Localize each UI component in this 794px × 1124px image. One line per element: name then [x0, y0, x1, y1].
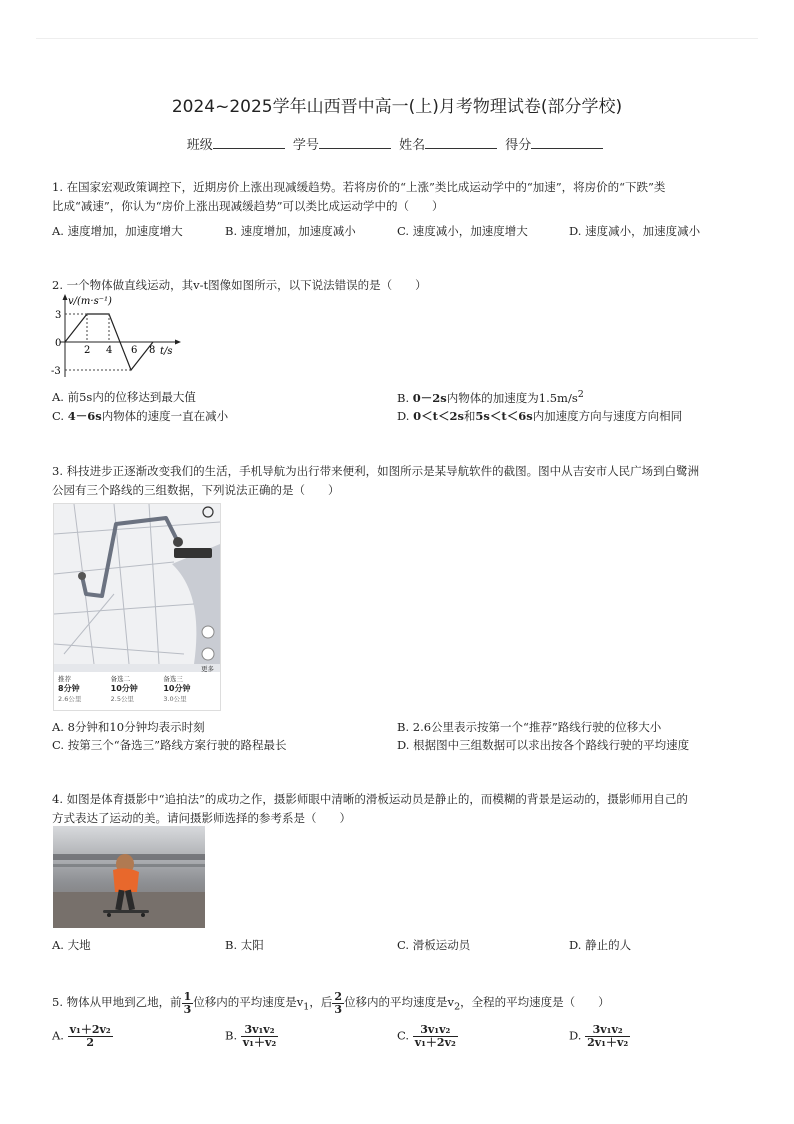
photo-illustration	[53, 826, 205, 928]
end-marker	[173, 537, 183, 547]
number-label: 学号	[292, 138, 319, 153]
q4-option-a: A. 大地	[52, 938, 91, 952]
q3-option-c: C. 按第三个“备选三”路线方案行驶的路程最长	[52, 738, 287, 752]
q1-option-b: B. 速度增加，加速度减小	[225, 224, 356, 238]
class-label: 班级	[186, 138, 213, 153]
vt-ylabel: v/(m·s⁻¹)	[68, 296, 112, 307]
q1-option-a: A. 速度增加，加速度增大	[52, 224, 183, 238]
student-info-line	[0, 134, 794, 153]
navigation-map-screenshot	[53, 503, 221, 711]
vt-tick-y0: 0	[55, 338, 62, 349]
header-rule	[36, 38, 758, 39]
vt-tick-x8: 8	[149, 345, 156, 356]
question-1-stem: 1. 在国家宏观政策调控下，近期房价上涨出现减缓趋势。若将房价的“上涨”类比成运动学中的“加速”，将房价的“下跌”类 比成“减速”，你认为“房价上涨出现减缓趋势”可以类比成运动学中的（ ）	[52, 180, 666, 213]
destination-tag	[174, 548, 212, 558]
q5-option-a: A. $\frac{\text{v₁＋2v₂}}{2}$	[52, 1023, 111, 1049]
fraction-one-third: $\frac{1}{3}$	[183, 989, 192, 1016]
name-blank	[425, 136, 497, 149]
vt-x-arrow	[175, 340, 181, 345]
page-title: 2024~2025学年山西晋中高一(上)月考物理试卷(部分学校)	[171, 97, 623, 117]
question-4-stem: 4. 如图是体育摄影中“追拍法”的成功之作，摄影师眼中清晰的滑板运动员是静止的，而模糊的背景是运动的，摄影师用自己的 方式表达了运动的美。请问摄影师选择的参考系是（ ）	[52, 792, 688, 825]
vt-tick-x2: 2	[84, 345, 91, 356]
q4-option-d: D. 静止的人	[569, 938, 632, 952]
vt-tick-x4: 4	[106, 345, 113, 356]
more-button[interactable]: 更多	[201, 665, 214, 673]
q4-option-c: C. 滑板运动员	[397, 938, 471, 952]
name-label: 姓名	[399, 138, 426, 153]
q2-option-d: D. 0＜t＜2s和5s＜t＜6s内加速度方向与速度方向相同	[397, 409, 683, 423]
class-blank	[213, 136, 285, 149]
locate-icon[interactable]	[202, 648, 214, 660]
q1-option-d: D. 速度减小，加速度减小	[569, 224, 701, 238]
q2-option-c: C. 4－6s内物体的速度一直在减小	[52, 409, 229, 423]
vt-y-arrow	[63, 294, 68, 300]
route-card-2[interactable]: 备选二 10分钟 2.5公里	[110, 675, 138, 703]
vt-graph	[50, 292, 185, 380]
q5-option-c: C. $\frac{\text{3v₁v₂}}{\text{v₁＋2v₂}}$	[397, 1023, 456, 1049]
skateboarder-photo	[53, 826, 205, 928]
vt-tick-y3: 3	[55, 310, 62, 321]
vt-tick-x6: 6	[131, 345, 138, 356]
route-panel	[54, 664, 220, 710]
q5-option-b: B. $\frac{\text{3v₁v₂}}{\text{v₁＋v₂}}$	[225, 1023, 277, 1049]
q3-option-d: D. 根据图中三组数据可以求出按各个路线行驶的平均速度	[397, 738, 690, 752]
q3-option-a: A. 8分钟和10分钟均表示时刻	[52, 720, 205, 734]
map-roads	[54, 504, 220, 664]
q1-option-c: C. 速度减小，加速度增大	[397, 224, 528, 238]
vt-tick-yneg3: -3	[51, 366, 61, 377]
vt-xlabel: t/s	[160, 346, 173, 357]
q3-option-b: B. 2.6公里表示按第一个“推荐”路线行驶的位移大小	[397, 720, 662, 734]
refresh-icon[interactable]	[202, 626, 214, 638]
start-marker	[78, 572, 86, 580]
question-3-stem: 3. 科技进步正逐渐改变我们的生活，手机导航为出行带来便利，如图所示是某导航软件的截图。图中从吉安市人民广场到白鹭洲 公园有三个路线的三组数据，下列说法正确的是（ ）	[52, 464, 700, 497]
score-label: 得分	[505, 138, 532, 153]
score-blank	[531, 136, 603, 149]
q2-option-a: A. 前5s内的位移达到最大值	[52, 390, 196, 404]
q2-option-b: B. 0－2s内物体的加速度为$1.5m/s^2$	[397, 389, 584, 405]
question-5-stem: 5. 物体从甲地到乙地，前 $\frac{1}{3}$ 位移内的平均速度是$v_1$，后 $\frac{2}{3}$ 位移内的平均速度是$v_2$，全程的平均速度是（ ）	[52, 989, 610, 1016]
route-card-1[interactable]: 推荐 8分钟 2.6公里	[58, 675, 82, 703]
q4-option-b: B. 太阳	[225, 938, 264, 952]
route-list	[54, 672, 220, 705]
q5-option-d: D. $\frac{\text{3v₁v₂}}{\text{2v₁＋v₂}}$	[569, 1023, 629, 1049]
route-card-3[interactable]: 备选三 10分钟 3.0公里	[163, 675, 191, 703]
fraction-two-thirds: $\frac{2}{3}$	[334, 989, 343, 1016]
number-blank	[319, 136, 391, 149]
question-2-stem: 2. 一个物体做直线运动，其v-t图像如图所示，以下说法错误的是（ ）	[52, 278, 427, 292]
